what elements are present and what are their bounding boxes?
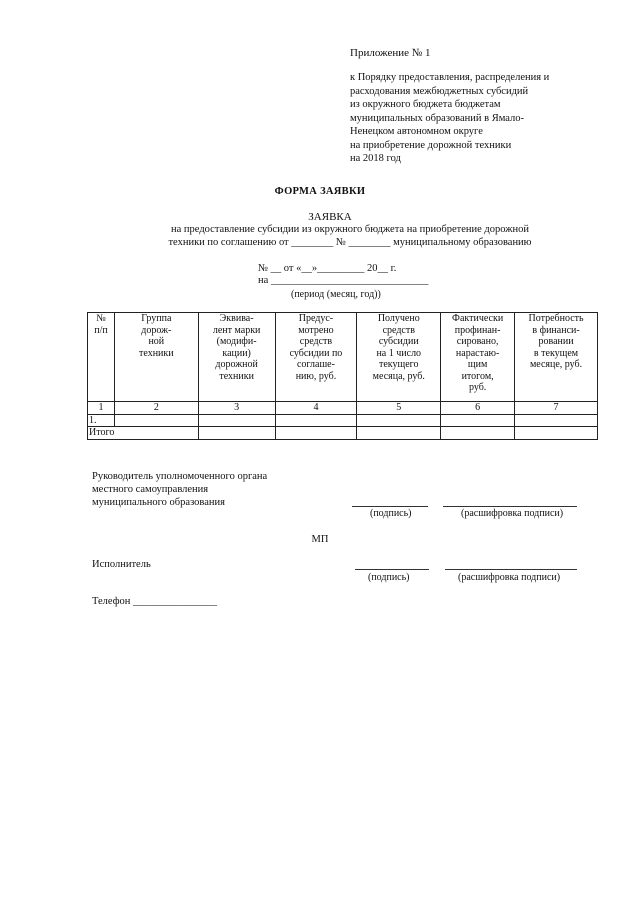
note-line: муниципальных образований в Ямало- bbox=[350, 112, 525, 124]
table-cell bbox=[357, 427, 441, 440]
header-number: № п/п bbox=[88, 313, 115, 402]
table-cell bbox=[515, 427, 598, 440]
total-row bbox=[88, 427, 598, 440]
signature-line bbox=[352, 506, 428, 507]
decode-line bbox=[443, 506, 577, 507]
header-planned: Предус- мотрено средств субсидии по соглаше- нию, руб. bbox=[275, 313, 357, 402]
purpose-text bbox=[90, 224, 610, 249]
column-number: 2 bbox=[114, 402, 198, 415]
total-label: Итого bbox=[88, 427, 199, 440]
period-line: на ______________________________ bbox=[258, 275, 429, 286]
table-cell bbox=[198, 414, 275, 427]
table-cell bbox=[441, 427, 515, 440]
column-number: 5 bbox=[357, 402, 441, 415]
table-cell bbox=[515, 414, 598, 427]
executor-label: Исполнитель bbox=[92, 559, 151, 570]
form-title: ФОРМА ЗАЯВКИ bbox=[274, 186, 366, 197]
column-number: 1 bbox=[88, 402, 115, 415]
table-cell bbox=[275, 427, 357, 440]
decode-caption: (расшифровка подписи) bbox=[461, 508, 564, 519]
column-number-row bbox=[88, 402, 598, 415]
number-date-line: № __ от «__»_________ 20__ г. bbox=[258, 263, 397, 274]
head-line: Руководитель уполномоченного органа bbox=[92, 471, 268, 482]
table-header-row bbox=[88, 313, 598, 402]
header-received: Получено средств субсидии на 1 число текущего месяца, руб. bbox=[357, 313, 441, 402]
note-line: к Порядку предоставления, распределения и bbox=[350, 72, 550, 83]
head-signature-block bbox=[92, 470, 267, 509]
table-cell bbox=[198, 427, 275, 440]
header-need: Потребность в финанси- ровании в текущем месяце, руб. bbox=[515, 313, 598, 402]
signature-caption: (подпись) bbox=[370, 508, 412, 519]
head-line: муниципального образования bbox=[92, 497, 225, 508]
note-line: Ненецком автономном округе bbox=[350, 126, 483, 137]
signature-line bbox=[355, 569, 429, 570]
table-cell: 1. bbox=[88, 414, 115, 427]
appendix-note bbox=[350, 71, 610, 166]
table-cell bbox=[441, 414, 515, 427]
note-line: расходования межбюджетных субсидий bbox=[350, 85, 529, 97]
table-cell bbox=[114, 414, 198, 427]
signature-caption: (подпись) bbox=[368, 572, 410, 583]
table-cell bbox=[357, 414, 441, 427]
head-line: местного самоуправления bbox=[92, 484, 209, 495]
period-caption: (период (месяц, год)) bbox=[291, 289, 381, 300]
stamp-place: МП bbox=[311, 534, 329, 545]
header-financed: Фактически профинан- сировано, нарастаю- щим итогом, руб. bbox=[441, 313, 515, 402]
column-number: 3 bbox=[198, 402, 275, 415]
purpose-line: техники по соглашению от ________ № ________ муниципальному образованию bbox=[168, 236, 532, 248]
column-number: 7 bbox=[515, 402, 598, 415]
note-line: на приобретение дорожной техники bbox=[350, 139, 512, 151]
header-group: Группа дорож- ной техники bbox=[114, 313, 198, 402]
table-cell bbox=[275, 414, 357, 427]
column-number: 6 bbox=[441, 402, 515, 415]
decode-caption: (расшифровка подписи) bbox=[458, 572, 561, 583]
application-table bbox=[87, 312, 598, 440]
note-line: на 2018 год bbox=[350, 153, 401, 164]
decode-line bbox=[445, 569, 577, 570]
purpose-line: на предоставление субсидии из окружного бюджета на приобретение дорожной bbox=[171, 224, 529, 235]
note-line: из окружного бюджета бюджетам bbox=[350, 99, 501, 110]
header-equivalent: Эквива- лент марки (модифи- кации) дорожной техники bbox=[198, 313, 275, 402]
phone-line: Телефон ________________ bbox=[92, 596, 218, 607]
document-title: ЗАЯВКА bbox=[308, 211, 352, 223]
appendix-label: Приложение № 1 bbox=[350, 47, 431, 59]
table-row bbox=[88, 414, 598, 427]
column-number: 4 bbox=[275, 402, 357, 415]
